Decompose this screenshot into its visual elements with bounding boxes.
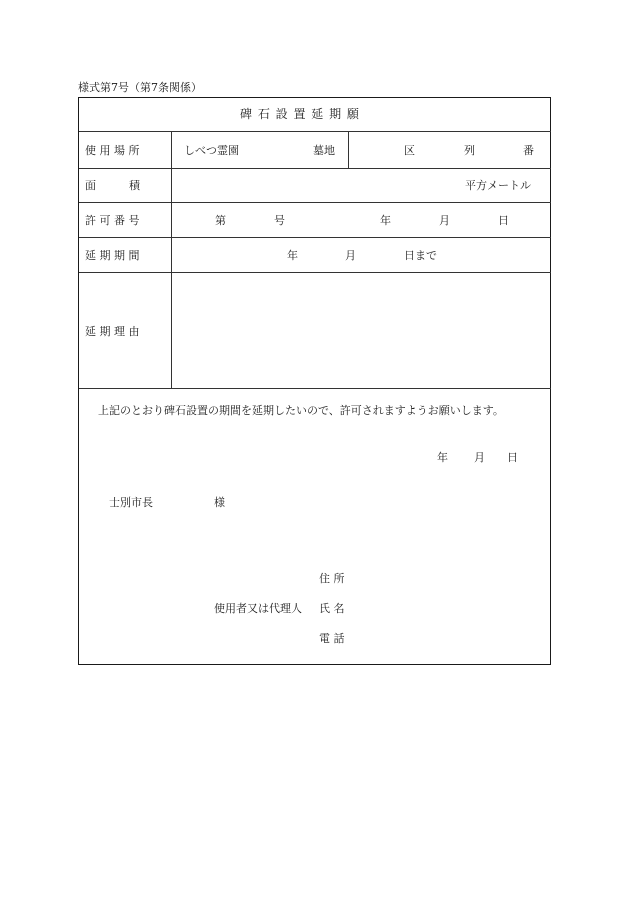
period-made: 日まで	[404, 249, 437, 262]
period-label: 延 期 期 間	[85, 249, 140, 262]
permit-hi: 日	[498, 214, 509, 227]
row-divider	[79, 168, 551, 169]
reason-label: 延 期 理 由	[85, 325, 140, 338]
plot-input[interactable]	[351, 133, 549, 166]
cemetery-name: しべつ霊園	[184, 144, 239, 157]
retsu-label: 列	[464, 144, 475, 157]
location-input[interactable]	[185, 133, 345, 166]
mayor-addressee: 士別市長	[109, 496, 153, 509]
row-divider	[79, 388, 551, 389]
location-divider	[348, 131, 349, 168]
permit-go: 号	[274, 214, 285, 227]
area-label: 面 積	[85, 179, 140, 192]
date-tsuki: 月	[474, 451, 485, 464]
statement-text: 上記のとおり碑石設置の期間を延期したいので、許可されますようお願いします。	[98, 404, 504, 417]
address-label: 住 所	[319, 572, 345, 585]
ku-label: 区	[404, 144, 415, 157]
applicant-role: 使用者又は代理人	[214, 602, 302, 615]
name-input[interactable]	[362, 598, 547, 618]
phone-input[interactable]	[362, 628, 547, 648]
permit-label: 許 可 番 号	[85, 214, 140, 227]
phone-label: 電 話	[319, 632, 345, 645]
period-input[interactable]	[173, 239, 548, 270]
row-divider	[79, 272, 551, 273]
permit-dai: 第	[215, 214, 226, 227]
permit-input[interactable]	[173, 204, 548, 235]
name-label: 氏 名	[319, 602, 345, 615]
address-input[interactable]	[362, 568, 547, 588]
area-unit: 平方メートル	[465, 179, 531, 192]
period-tsuki: 月	[345, 249, 356, 262]
form-title: 碑 石 設 置 延 期 願	[240, 107, 360, 121]
reason-input[interactable]	[173, 274, 548, 386]
label-column-divider	[171, 131, 172, 388]
row-divider	[79, 202, 551, 203]
form-reference: 様式第7号（第7条関係）	[78, 81, 202, 94]
date-nen: 年	[437, 451, 448, 464]
date-hi: 日	[507, 451, 518, 464]
permit-tsuki: 月	[439, 214, 450, 227]
bochi-label: 墓地	[313, 144, 335, 157]
ban-label: 番	[523, 144, 534, 157]
sama-honorific: 様	[214, 496, 225, 509]
permit-nen: 年	[380, 214, 391, 227]
area-input[interactable]	[173, 170, 458, 200]
row-divider	[79, 131, 551, 132]
location-label: 使 用 場 所	[85, 144, 140, 157]
row-divider	[79, 237, 551, 238]
period-nen: 年	[287, 249, 298, 262]
